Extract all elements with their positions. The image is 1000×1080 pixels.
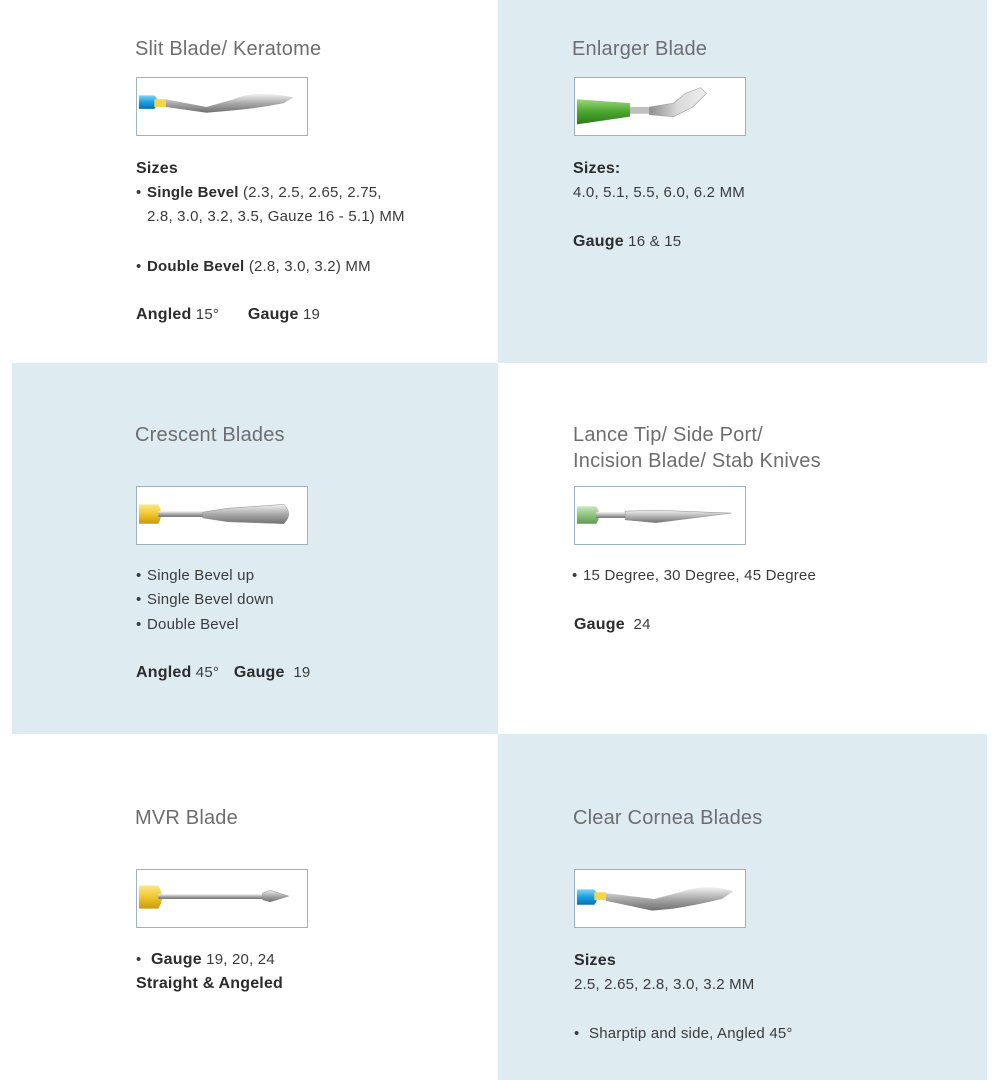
single-bevel-line (136, 181, 382, 206)
crescent-blade-image (136, 486, 308, 545)
lance-tip-blade-image (574, 486, 746, 545)
blade-card-enlarger (498, 0, 987, 363)
gauge-label: Gauge (574, 616, 625, 633)
list-item (136, 564, 254, 589)
list-item-text: Double Bevel (147, 616, 239, 633)
double-bevel-label: Double Bevel (147, 258, 245, 275)
angled-label: Angled (136, 664, 192, 681)
gauge-label: Gauge (151, 951, 202, 968)
gauge-value: 19 (293, 664, 311, 681)
double-bevel-line (136, 255, 371, 280)
list-item (136, 588, 274, 613)
sizes-heading: Sizes (574, 952, 616, 969)
card-title-line-1: Lance Tip/ Side Port/ (573, 424, 763, 446)
angle-gauge-line (136, 661, 310, 686)
bullet: • (574, 1025, 580, 1042)
sizes-heading: Sizes: (573, 160, 621, 177)
blade-card-lance-tip (498, 363, 987, 734)
gauge-label: Gauge (573, 233, 624, 250)
bullet: • (136, 184, 142, 201)
blade-card-mvr (0, 734, 498, 1080)
gauge-line (574, 613, 651, 638)
sizes-heading: Sizes (136, 160, 178, 177)
list-item (574, 1022, 793, 1047)
enlarger-blade-image (574, 77, 746, 136)
double-bevel-sizes: (2.8, 3.0, 3.2) MM (248, 258, 371, 275)
bullet: • (136, 258, 142, 275)
gauge-value: 16 & 15 (628, 233, 682, 250)
blade-card-slit-keratome (0, 0, 498, 363)
card-title-line-2: Incision Blade/ Stab Knives (573, 450, 821, 472)
bullet: • (136, 951, 142, 968)
sizes-values: 4.0, 5.1, 5.5, 6.0, 6.2 MM (573, 184, 745, 201)
card-title: MVR Blade (135, 807, 238, 829)
gauge-value: 19 (303, 306, 321, 323)
gauge-value: 19, 20, 24 (206, 951, 275, 968)
bullet: • (136, 591, 142, 608)
bullet: • (572, 567, 578, 584)
type-label: Straight & Angeled (136, 975, 284, 992)
gauge-line (136, 948, 275, 973)
bullet: • (136, 616, 142, 633)
card-title: Enlarger Blade (572, 38, 708, 60)
gauge-value: 24 (633, 616, 651, 633)
card-title: Slit Blade/ Keratome (135, 38, 322, 60)
angled-label: Angled (136, 306, 192, 323)
clear-cornea-blade-image (574, 869, 746, 928)
list-item (136, 613, 239, 638)
card-title: Crescent Blades (135, 424, 285, 446)
single-bevel-sizes-1: (2.3, 2.5, 2.65, 2.75, (242, 184, 382, 201)
blade-card-crescent (0, 363, 498, 734)
gauge-line (573, 230, 681, 255)
slit-blade-keratome-image (136, 77, 308, 136)
single-bevel-label: Single Bevel (147, 184, 239, 201)
angled-value: 45° (195, 664, 220, 681)
blade-card-clear-cornea (498, 734, 987, 1080)
list-item-text: Single Bevel up (147, 567, 255, 584)
angle-gauge-line (136, 303, 320, 328)
bullet: • (136, 567, 142, 584)
single-bevel-sizes-2: 2.8, 3.0, 3.2, 3.5, Gauze 16 - 5.1) MM (147, 208, 405, 225)
card-title: Clear Cornea Blades (573, 807, 763, 829)
mvr-blade-image (136, 869, 308, 928)
list-item-text: Sharptip and side, Angled 45° (589, 1025, 793, 1042)
list-item-text: Single Bevel down (147, 591, 274, 608)
gauge-label: Gauge (233, 664, 285, 681)
sizes-values: 2.5, 2.65, 2.8, 3.0, 3.2 MM (574, 976, 755, 993)
angled-value: 15° (195, 306, 220, 323)
list-item (572, 564, 816, 589)
list-item-text: 15 Degree, 30 Degree, 45 Degree (583, 567, 817, 584)
gauge-label: Gauge (247, 306, 299, 323)
